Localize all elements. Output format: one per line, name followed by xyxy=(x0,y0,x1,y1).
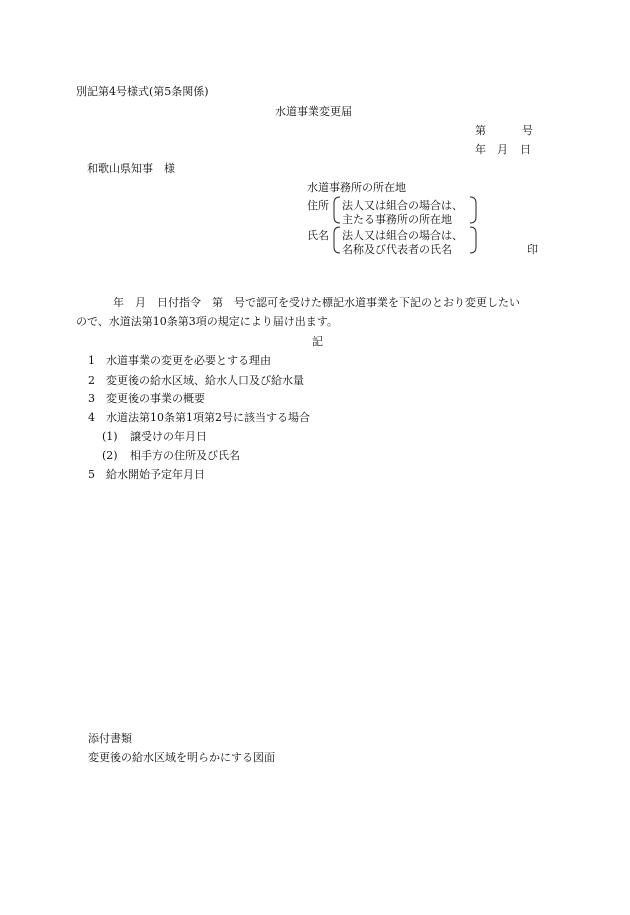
address-open-bracket xyxy=(330,196,342,224)
body-line-2: ので、水道法第10条第3項の規定により届け出ます。 xyxy=(76,315,338,328)
list-item-text: 変更後の事業の概要 xyxy=(106,392,205,405)
list-subitem-num: (1) xyxy=(102,430,118,443)
list-item-num: 5 xyxy=(88,468,95,481)
name-close-bracket xyxy=(468,226,480,254)
doc-number-suffix: 号 xyxy=(522,124,533,137)
form-title: 水道事業変更届 xyxy=(275,105,352,118)
ki-heading: 記 xyxy=(312,335,323,348)
name-note-2: 名称及び代表者の氏名 xyxy=(342,243,452,256)
date-month: 月 xyxy=(497,143,508,156)
attachments-heading: 添付書類 xyxy=(88,732,132,745)
list-item-num: 4 xyxy=(88,411,95,424)
list-subitem-text: 相手方の住所及び氏名 xyxy=(130,449,240,462)
list-item-text: 変更後の給水区域、給水人口及び給水量 xyxy=(106,374,304,387)
name-label: 氏名 xyxy=(307,229,329,242)
list-subitem-num: (2) xyxy=(102,449,118,462)
list-item-text: 水道事業の変更を必要とする理由 xyxy=(106,354,271,367)
attachments-item: 変更後の給水区域を明らかにする図面 xyxy=(88,751,275,764)
form-label: 別記第4号様式(第5条関係) xyxy=(76,85,209,98)
doc-number-prefix: 第 xyxy=(475,124,486,137)
office-location-label: 水道事務所の所在地 xyxy=(307,181,406,194)
name-note-1: 法人又は組合の場合は、 xyxy=(342,229,463,242)
list-item-num: 1 xyxy=(88,354,95,367)
name-open-bracket xyxy=(330,226,342,254)
list-item-text: 水道法第10条第1項第2号に該当する場合 xyxy=(106,411,310,424)
address-close-bracket xyxy=(468,196,480,224)
address-note-1: 法人又は組合の場合は、 xyxy=(342,199,463,212)
addressee: 和歌山県知事 様 xyxy=(87,162,175,175)
seal-mark: 印 xyxy=(527,243,538,256)
list-item-text: 給水開始予定年月日 xyxy=(106,468,205,481)
date-year: 年 xyxy=(475,143,486,156)
list-item-num: 2 xyxy=(88,374,95,387)
body-line-1: 年 月 日付指令 第 号で認可を受けた標記水道事業を下記のとおり変更したい xyxy=(113,297,520,308)
address-note-2: 主たる事務所の所在地 xyxy=(342,213,452,226)
date-day: 日 xyxy=(520,143,531,156)
list-item-num: 3 xyxy=(88,392,95,405)
address-label: 住所 xyxy=(307,199,329,212)
list-subitem-text: 譲受けの年月日 xyxy=(130,430,207,443)
